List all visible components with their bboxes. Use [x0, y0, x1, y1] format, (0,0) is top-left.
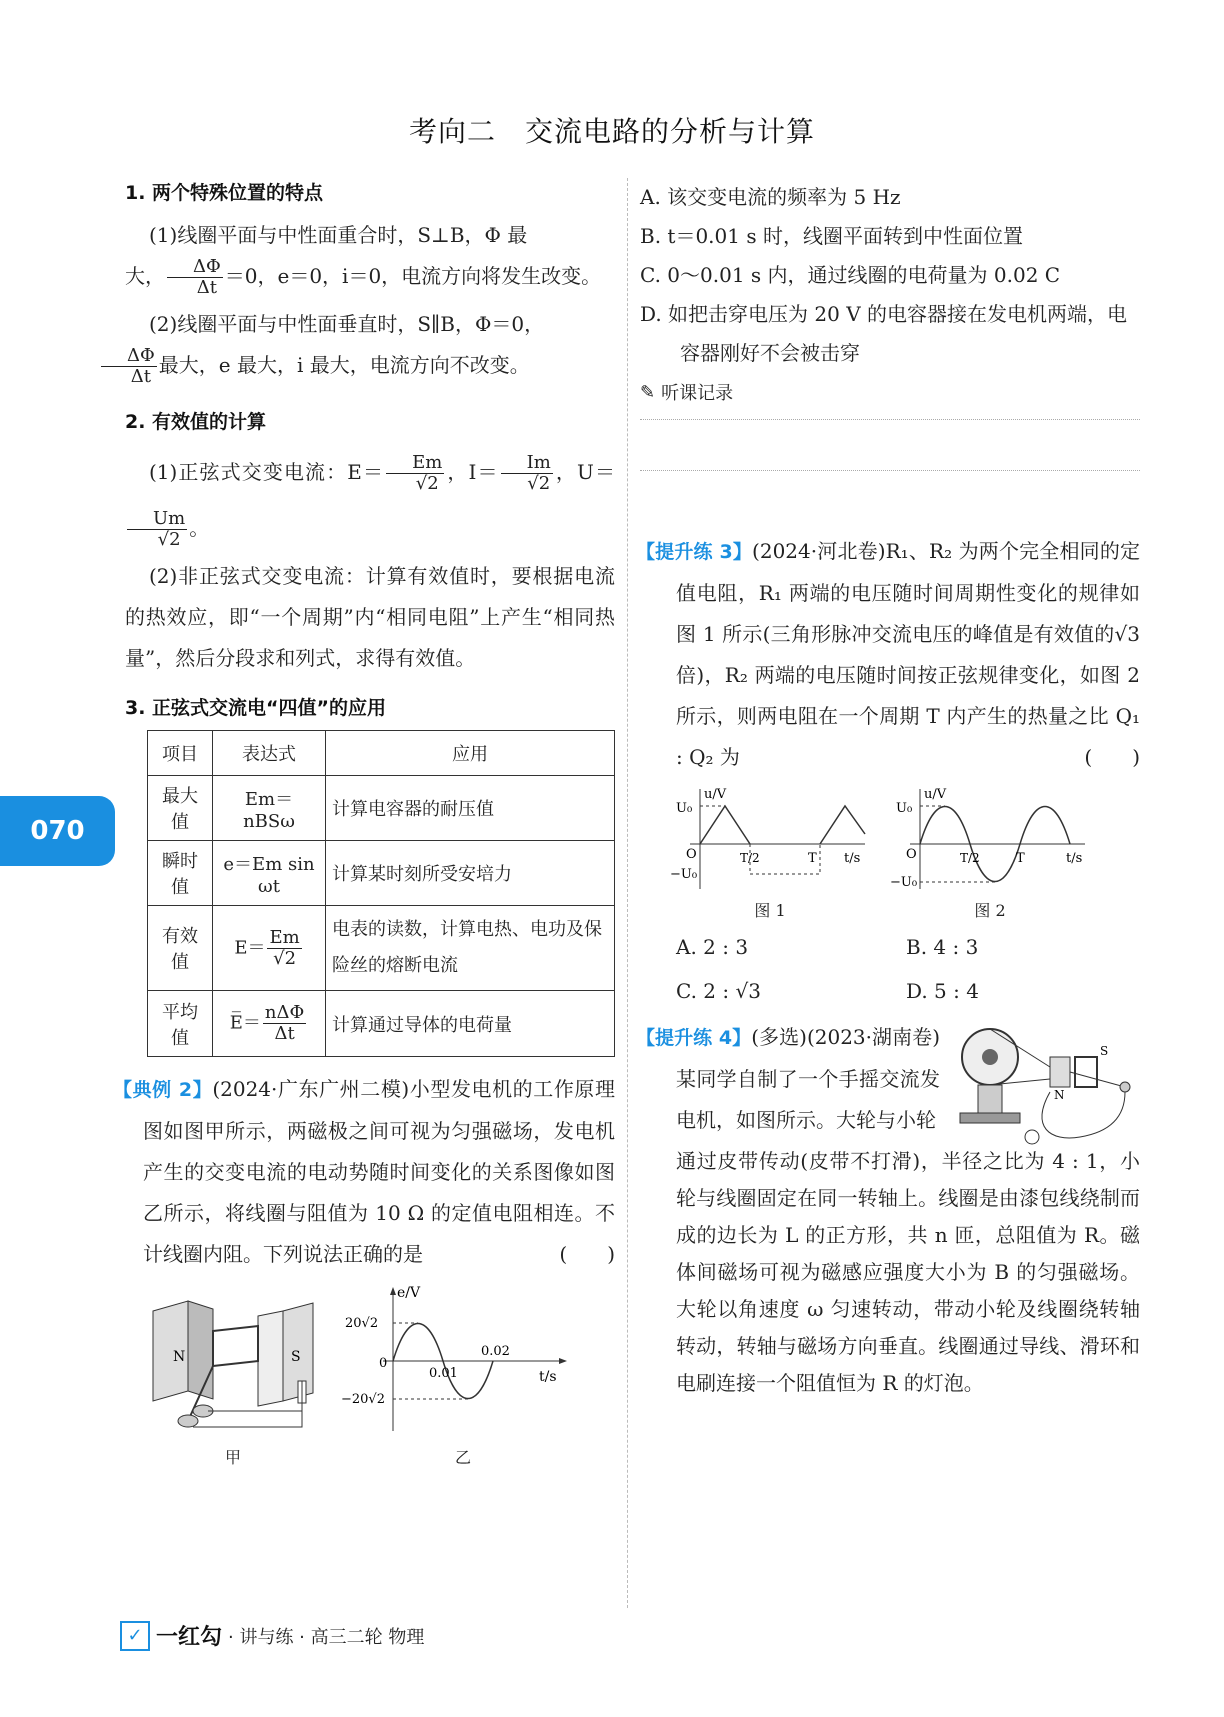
- practice3-options-row-2: [640, 969, 1140, 1013]
- sec2-para-2: (2)非正弦式交变电流：计算有效值时，要根据电流的热效应，即“一个周期”内“相同电阻”上产生“相同热量”，然后分段求和列式，求得有效值。: [125, 564, 615, 670]
- graph-ymax: 20√2: [345, 1316, 379, 1331]
- frac-num: ΔΦ: [167, 257, 223, 278]
- sec2-prefix: (1)正弦式交变电流：: [149, 460, 348, 484]
- table-cell: 有效值: [148, 906, 213, 991]
- magnet-n-label: N: [1054, 1088, 1065, 1102]
- pencil-icon: ✎: [640, 381, 656, 403]
- option-d[interactable]: D. 5 : 4: [906, 979, 979, 1003]
- sec1-p1a: (1)线圈平面与中性面重合时，S⊥B，Φ 最: [149, 223, 528, 247]
- frac-num: nΔΦ: [264, 1002, 305, 1023]
- practice4-rest: 通过皮带传动(皮带不打滑)，半径之比为 4 : 1，小轮与线圈固定在同一转轴上。线圈是由漆包线绕制而成的边长为 L 的正方形，共 n 匝，总阻值为 R。磁体间磁场可视为磁感应强度大小为 B 的匀强磁场。大轮以角速度 ω 匀速转动，带动小轮及线圈绕转轴转动，转轴与磁场方向垂直。线圈通过导线、滑环和电刷连接一个阻值恒为 R 的灯泡。: [676, 1149, 1140, 1395]
- sec1-p1b: 大，: [125, 264, 165, 288]
- eq-u-lhs: ，U＝: [554, 460, 615, 484]
- table-header: 应用: [326, 731, 615, 776]
- table-cell: [213, 906, 326, 991]
- graph1-u0: U₀: [676, 801, 693, 816]
- fraction-dphi-dt: [167, 257, 223, 298]
- column-divider: [627, 178, 628, 1608]
- graph2-t: T: [1016, 851, 1025, 866]
- practice4-text-short: (多选)(2023·湖南卷)某同学自制了一个手摇交流发电机，如图所示。大轮与小轮: [676, 1025, 940, 1132]
- practice3-options-row-1: [640, 925, 1140, 969]
- magnet-s-label: S: [291, 1349, 301, 1365]
- sec1-para-2: [125, 304, 615, 387]
- triangle-pulse-graph: [670, 784, 870, 894]
- option-d[interactable]: D. 如把击穿电压为 20 V 的电容器接在发电机两端，电容器刚好不会被击穿: [640, 302, 1128, 365]
- graph2-u0: U₀: [896, 801, 913, 816]
- graph1-neg-u0: −U₀: [670, 867, 698, 882]
- graph2-origin: O: [906, 847, 917, 862]
- table-cell: e＝Em sin ωt: [213, 841, 326, 906]
- sec1-para-1: [125, 215, 615, 298]
- practice3-text: (2024·河北卷)R₁、R₂ 为两个完全相同的定值电阻，R₁ 两端的电压随时间周期性变化的规律如图 1 所示(三角形脉冲交流电压的峰值是有效值的√3倍)，R₂ 两端的电压随时间按正弦规律变化，如图 2 所示，则两电阻在一个周期 T 内产生的热量之比 Q₁ : Q₂ 为: [676, 539, 1140, 769]
- practice-tag: 【提升练 3】: [636, 541, 753, 563]
- graph1-xlabel: t/s: [844, 851, 861, 866]
- table-cell: 计算通过导体的电荷量: [326, 991, 615, 1057]
- table-cell: 计算某时刻所受安培力: [326, 841, 615, 906]
- graph-xlabel: t/s: [539, 1369, 557, 1385]
- table-cell: 计算电容器的耐压值: [326, 776, 615, 841]
- right-column: [636, 178, 1140, 1402]
- frac-num: Im: [501, 453, 553, 474]
- graph-zero: 0: [379, 1356, 388, 1371]
- option-b[interactable]: B. 4 : 3: [906, 935, 979, 959]
- table-row: [148, 776, 615, 841]
- sec2-para-1: [125, 444, 615, 556]
- table-cell: 电表的读数，计算电热、电功及保险丝的熔断电流: [326, 906, 615, 991]
- footer-text: · 讲与练 · 高三二轮 物理: [228, 1626, 425, 1648]
- option-c[interactable]: C. 2 : √3: [676, 979, 761, 1003]
- practice-tag: 【提升练 4】: [636, 1027, 752, 1049]
- answer-bracket: ( ): [1084, 745, 1140, 769]
- sec1-p1c: ＝0，e＝0，i＝0，电流方向将发生改变。: [224, 264, 602, 288]
- graph2-ylabel: u/V: [924, 787, 947, 802]
- fraction-im: [501, 453, 553, 494]
- frac-den: √2: [527, 473, 551, 494]
- graph2-half-t: T/2: [960, 851, 980, 865]
- table-cell: 瞬时值: [148, 841, 213, 906]
- page-number-tab: 070: [0, 796, 115, 866]
- magnet-s-label: S: [1100, 1044, 1109, 1058]
- option-b[interactable]: B. t＝0.01 s 时，线圈平面转到中性面位置: [640, 224, 1023, 248]
- graph-ymin: −20√2: [341, 1392, 385, 1407]
- figure-emf-graph: [341, 1281, 573, 1468]
- section-heading-1: 1. 两个特殊位置的特点: [125, 182, 324, 204]
- section-heading-2: 2. 有效值的计算: [125, 411, 267, 433]
- sine-graph-2: [890, 784, 1090, 894]
- brand-logo: 一红勾: [156, 1625, 223, 1650]
- graph1-ylabel: u/V: [704, 787, 727, 802]
- practice3-figures: [670, 784, 1140, 921]
- expr-lhs: E̅＝: [229, 1012, 261, 1034]
- fraction-um: [127, 509, 187, 550]
- graph1-t: T: [808, 851, 817, 866]
- fraction-ndphi-dt: [263, 1003, 306, 1044]
- frac-den: √2: [415, 473, 439, 494]
- figure-caption-2: 图 2: [974, 901, 1006, 920]
- check-icon: ✓: [120, 1621, 150, 1651]
- option-c[interactable]: C. 0～0.01 s 内，通过线圈的电荷量为 0.02 C: [640, 263, 1061, 287]
- fraction-dphi-dt-2: [101, 346, 157, 387]
- notes-line: [640, 470, 1140, 471]
- generator-diagram: [133, 1281, 333, 1441]
- figure-caption-yi: 乙: [454, 1448, 471, 1467]
- page-title: 考向二 交流电路的分析与计算: [408, 115, 815, 148]
- graph-ylabel: e/V: [397, 1285, 421, 1301]
- example2-text: (2024·广东广州二模)小型发电机的工作原理图如图甲所示，两磁极之间可视为匀强磁场，发电机产生的交变电流的电动势随时间变化的关系图像如图乙所示，将线圈与阻值为 10 Ω 的定值电阻相连。不计线圈内阻。下列说法正确的是: [143, 1077, 615, 1266]
- emf-sine-graph: [341, 1281, 573, 1441]
- frac-num: ΔΦ: [101, 346, 157, 367]
- example2-block: [113, 1069, 615, 1275]
- fraction-em-sqrt2: [267, 928, 301, 969]
- table-header: 项目: [148, 731, 213, 776]
- graph-t2: 0.02: [481, 1344, 510, 1359]
- example2-figures: [133, 1281, 615, 1468]
- graph2-neg-u0: −U₀: [890, 875, 918, 890]
- fraction-em: [386, 453, 444, 494]
- figure-2: [890, 784, 1090, 921]
- option-a[interactable]: A. 该交变电流的频率为 5 Hz: [640, 185, 901, 209]
- notes-label: 听课记录: [661, 383, 734, 404]
- eq-e-lhs: E＝: [347, 460, 385, 484]
- frac-num: Em: [386, 453, 444, 474]
- figure-1: [670, 784, 870, 921]
- frac-den: Δt: [130, 366, 151, 387]
- notes-header: [640, 379, 1140, 405]
- frac-num: Um: [127, 509, 187, 530]
- expr-lhs: E＝: [234, 937, 266, 958]
- graph1-origin: O: [686, 847, 697, 862]
- table-row: [148, 991, 615, 1057]
- figure-caption-1: 图 1: [754, 901, 786, 920]
- four-values-table: [147, 730, 615, 1057]
- option-a[interactable]: A. 2 : 3: [676, 935, 749, 959]
- eq-end: 。: [189, 516, 210, 540]
- figure-generator: [133, 1281, 333, 1468]
- left-column: [113, 178, 615, 1468]
- table-cell: [213, 991, 326, 1057]
- practice3-block: [636, 531, 1140, 778]
- graph-t1: 0.01: [429, 1366, 458, 1381]
- table-cell: Em＝nBSω: [213, 776, 326, 841]
- graph2-xlabel: t/s: [1066, 851, 1083, 866]
- section-heading-3: 3. 正弦式交流电“四值”的应用: [125, 697, 387, 719]
- frac-num: Em: [269, 926, 300, 948]
- frac-den: √2: [273, 947, 297, 969]
- answer-bracket: ( ): [559, 1242, 615, 1266]
- figure-caption-jia: 甲: [224, 1448, 241, 1467]
- page-footer: [120, 1620, 424, 1651]
- frac-den: Δt: [274, 1023, 295, 1044]
- sec1-p2a: (2)线圈平面与中性面垂直时，S∥B，Φ＝0，: [149, 312, 545, 336]
- table-cell: 平均值: [148, 991, 213, 1057]
- frac-den: √2: [157, 529, 181, 550]
- eq-i-lhs: ，I＝: [446, 460, 499, 484]
- example-tag: 【典例 2】: [113, 1079, 213, 1101]
- hand-generator-diagram: [950, 1017, 1140, 1157]
- magnet-n-label: N: [173, 1349, 186, 1365]
- practice4-block: [636, 1017, 1140, 1402]
- table-cell: 最大值: [148, 776, 213, 841]
- sec1-p2b: 最大，e 最大，i 最大，电流方向不改变。: [158, 353, 530, 377]
- notes-line: [640, 419, 1140, 420]
- table-header-row: [148, 731, 615, 776]
- table-row: [148, 906, 615, 991]
- table-header: 表达式: [213, 731, 326, 776]
- frac-den: Δt: [196, 277, 217, 298]
- graph1-half-t: T/2: [740, 851, 760, 865]
- table-row: [148, 841, 615, 906]
